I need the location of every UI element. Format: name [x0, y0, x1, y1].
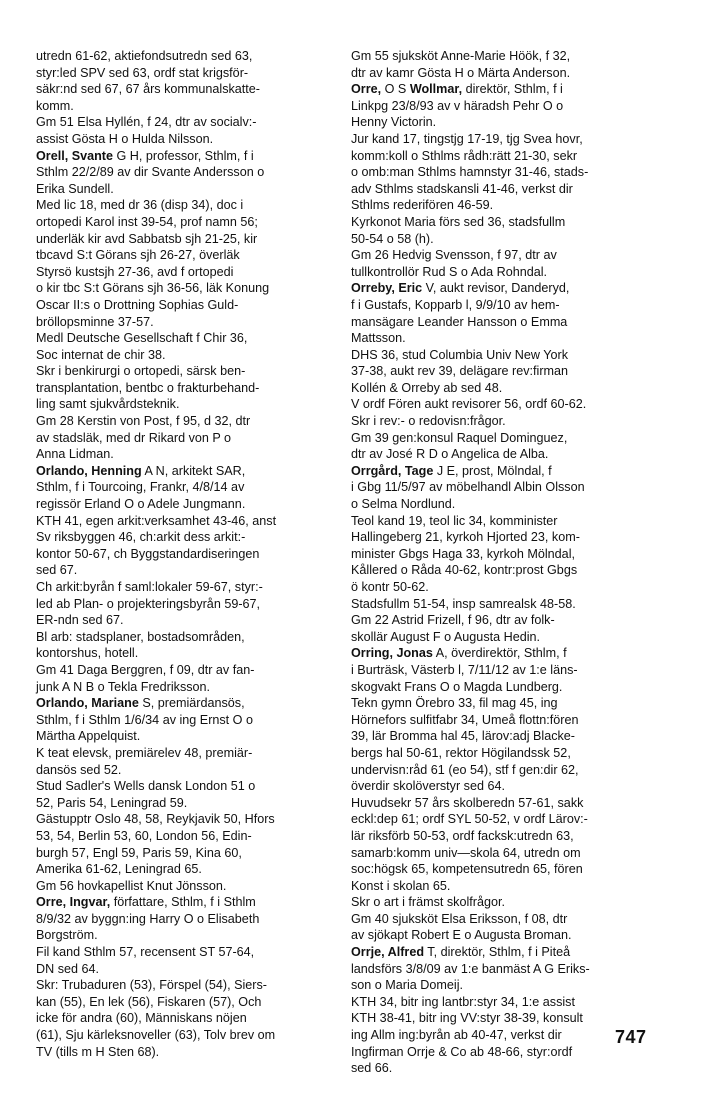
text-line: komm. — [36, 98, 74, 113]
text-line: Jur kand 17, tingstjg 17-19, tjg Svea hovr, — [351, 131, 583, 146]
text-line: Kyrkonot Maria förs sed 36, stadsfullm — [351, 214, 566, 229]
text-line: Orring, Jonas A, överdirektör, Sthlm, f — [351, 646, 567, 661]
text-line: i Burträsk, Västerb l, 7/11/12 av 1:e läns- — [351, 662, 578, 677]
text-line: Gm 39 gen:konsul Raquel Dominguez, — [351, 430, 568, 445]
text-line: Orre, O S Wollmar, direktör, Sthlm, f i — [351, 82, 563, 97]
text-line: regissör Erland O o Adele Jungmann. — [36, 497, 246, 512]
text-line: Henny Victorin. — [351, 115, 437, 130]
text-line: K teat elevsk, premiärelev 48, premiär- — [36, 745, 253, 760]
text-line: adv Sthlms stadskansli 41-46, verkst dir — [351, 181, 573, 196]
text-line: skogvakt Frans O o Magda Lundberg. — [351, 679, 563, 694]
text-line: Hallingeberg 21, kyrkoh Hjorted 23, kom- — [351, 530, 580, 545]
text-line: Orrje, Alfred T, direktör, Sthlm, f i Piteå — [351, 945, 571, 960]
text-line: TV (tills m H Sten 68). — [36, 1044, 160, 1059]
text-line: minister Gbgs Haga 33, kyrkoh Mölndal, — [351, 546, 575, 561]
text-line: o omb:man Sthlms hamnstyr 31-46, stads- — [351, 165, 589, 180]
text-line: ortopedi Karol inst 39-54, prof namn 56; — [36, 214, 258, 229]
text-line: Ch arkit:byrån f saml:lokaler 59-67, styr:- — [36, 580, 263, 594]
text-line: son o Maria Domeij. — [351, 978, 463, 993]
text-line: 8/9/32 av byggn:ing Harry O o Elisabeth — [36, 911, 260, 926]
text-line: Orre, Ingvar, författare, Sthlm, f i Sthlm — [36, 895, 256, 910]
text-line: f i Gustafs, Kopparb l, 9/9/10 av hem- — [351, 297, 560, 312]
text-line: Bl arb: stadsplaner, bostadsområden, — [36, 629, 245, 644]
right-column — [351, 48, 661, 1077]
text-line: assist Gösta H o Hulda Nilsson. — [36, 131, 214, 146]
text-line: Gm 22 Astrid Frizell, f 96, dtr av folk- — [351, 613, 555, 628]
text-line: eckl:dep 61; ordf SYL 50-52, v ordf Lärov:- — [351, 812, 588, 827]
text-line: bergs hal 50-61, rektor Högilandssk 52, — [351, 745, 571, 760]
text-line: ling samt sjukvårdsteknik. — [36, 397, 180, 412]
text-line: KTH 34, bitr ing lantbr:styr 34, 1:e assist — [351, 994, 575, 1009]
text-line: V ordf Fören aukt revisorer 56, ordf 60-62. — [351, 397, 587, 412]
text-line: Orrgård, Tage J E, prost, Mölndal, f — [351, 463, 552, 478]
text-line: Gm 51 Elsa Hyllén, f 24, dtr av socialv:- — [36, 115, 257, 130]
text-line: Skr i benkirurgi o ortopedi, särsk ben- — [36, 364, 246, 379]
text-line: Kollén & Orreby ab sed 48. — [351, 380, 503, 395]
text-line: transplantation, bentbc o frakturbehand- — [36, 380, 260, 395]
text-line: överdir skolöverstyr sed 64. — [351, 779, 505, 794]
text-line: icke för andra (60), Människans nöjen — [36, 1011, 247, 1026]
text-line: Sthlms rederifören 46-59. — [351, 198, 494, 213]
text-line: kontor 50-67, ch Byggstandardiseringen — [36, 546, 260, 561]
text-line: bröllopsminne 37-57. — [36, 314, 154, 329]
text-line: Gm 40 sjuksköt Elsa Eriksson, f 08, dtr — [351, 911, 568, 926]
text-line: Ingfirman Orrje & Co ab 48-66, styr:ordf — [351, 1044, 573, 1059]
text-line: Gm 26 Hedvig Svensson, f 97, dtr av — [351, 248, 557, 263]
text-line: Sthlm, f i Sthlm 1/6/34 av ing Ernst O o — [36, 712, 253, 727]
text-line: KTH 38-41, bitr ing VV:styr 38-39, konsult — [351, 1011, 583, 1026]
text-line: Orreby, Eric V, aukt revisor, Danderyd, — [351, 281, 570, 296]
text-line: sed 67. — [36, 563, 78, 578]
text-line: Stadsfullm 51-54, insp samrealsk 48-58. — [351, 596, 576, 611]
text-line: Styrsö kustsjh 27-36, avd f ortopedi — [36, 264, 234, 279]
text-line: Skr o art i främst skolfrågor. — [351, 895, 505, 910]
text-line: skollär August F o Augusta Hedin. — [351, 629, 541, 644]
text-line: tullkontrollör Rud S o Ada Rohndal. — [351, 264, 548, 279]
text-line: 37-38, aukt rev 39, delägare rev:firman — [351, 364, 569, 379]
text-line: kontorshus, hotell. — [36, 646, 139, 661]
text-line: ER-ndn sed 67. — [36, 613, 124, 628]
text-line: Gm 28 Kerstin von Post, f 95, d 32, dtr — [36, 414, 251, 429]
text-line: sed 66. — [351, 1061, 393, 1076]
text-line: utredn 61-62, aktiefondsutredn sed 63, — [36, 49, 253, 63]
text-line: (61), Sju kärleksnoveller (63), Tolv brev om — [36, 1028, 276, 1043]
text-line: undervisn:råd 61 (eo 54), stf f gen:dir 62, — [351, 762, 579, 777]
text-line: Huvudsekr 57 års skolberedn 57-61, sakk — [351, 795, 584, 810]
text-line: Fil kand Sthlm 57, recensent ST 57-64, — [36, 945, 255, 960]
text-line: ö kontr 50-62. — [351, 580, 429, 594]
text-line: Kållered o Råda 40-62, kontr:prost Gbgs — [351, 563, 578, 578]
text-line: dtr av José R D o Angelica de Alba. — [351, 447, 549, 462]
text-line: Linkpg 23/8/93 av v häradsh Pehr O o — [351, 98, 564, 113]
text-line: Orlando, Henning A N, arkitekt SAR, — [36, 463, 246, 478]
text-line: mansägare Leander Hansson o Emma — [351, 314, 568, 329]
text-line: säkr:nd sed 67, 67 års kommunalskatte- — [36, 82, 260, 97]
text-line: Gm 56 hovkapellist Knut Jönsson. — [36, 878, 227, 893]
text-line: Orlando, Mariane S, premiärdansös, — [36, 696, 245, 711]
text-line: dansös sed 52. — [36, 762, 122, 777]
page-number: 747 — [615, 1027, 647, 1047]
text-line: av sjökapt Robert E o Augusta Broman. — [351, 928, 572, 943]
text-line: samarb:komm univ—skola 64, utredn om — [351, 845, 581, 860]
text-line: Märtha Appelquist. — [36, 729, 141, 744]
text-line: Teol kand 19, teol lic 34, komminister — [351, 513, 558, 528]
text-line: Sthlm, f i Tourcoing, Frankr, 4/8/14 av — [36, 480, 245, 495]
text-line: underläk kir avd Sabbatsb sjh 21-25, kir — [36, 231, 258, 246]
text-line: Oscar II:s o Drottning Sophias Guld- — [36, 297, 239, 312]
text-line: 53, 54, Berlin 53, 60, London 56, Edin- — [36, 828, 252, 843]
text-line: landsförs 3/8/09 av 1:e banmäst A G Eriks- — [351, 961, 590, 976]
text-line: Gm 55 sjuksköt Anne-Marie Höök, f 32, — [351, 49, 571, 63]
text-line: Sthlm 22/2/89 av dir Svante Andersson o — [36, 165, 265, 180]
text-line: DHS 36, stud Columbia Univ New York — [351, 347, 568, 362]
text-line: ing Allm ing:byrån ab 40-47, verkst dir — [351, 1028, 562, 1043]
text-line: 52, Paris 54, Leningrad 59. — [36, 795, 188, 810]
text-line: Stud Sadler's Wells dansk London 51 o — [36, 779, 256, 794]
text-line: o Selma Nordlund. — [351, 497, 456, 512]
text-line: DN sed 64. — [36, 961, 99, 976]
text-line: Erika Sundell. — [36, 181, 114, 196]
text-line: junk A N B o Tekla Fredriksson. — [36, 679, 211, 694]
text-line: Borgström. — [36, 928, 98, 943]
text-line: styr:led SPV sed 63, ordf stat krigsför- — [36, 65, 249, 80]
text-line: Mattsson. — [351, 331, 406, 346]
text-line: dtr av kamr Gösta H o Märta Anderson. — [351, 65, 571, 80]
text-line: Medl Deutsche Gesellschaft f Chir 36, — [36, 331, 248, 346]
text-line: lär riksförb 50-53, ordf facksk:utredn 63, — [351, 828, 574, 843]
text-line: o kir tbc S:t Görans sjh 36-56, läk Konung — [36, 281, 270, 296]
text-line: Orell, Svante G H, professor, Sthlm, f i — [36, 148, 254, 163]
text-line: i Gbg 11/5/97 av möbelhandl Albin Olsson — [351, 480, 585, 495]
text-line: burgh 57, Engl 59, Paris 59, Kina 60, — [36, 845, 242, 860]
text-line: kan (55), En lek (56), Fiskaren (57), Och — [36, 994, 262, 1009]
text-line: Hörnefors sulfitfabr 34, Umeå flottn:fören — [351, 712, 579, 727]
text-line: led ab Plan- o projekteringsbyrån 59-67, — [36, 596, 261, 611]
text-line: KTH 41, egen arkit:verksamhet 43-46, anst — [36, 513, 277, 528]
text-line: Skr i rev:- o redovisn:frågor. — [351, 414, 506, 429]
text-line: Gm 41 Daga Berggren, f 09, dtr av fan- — [36, 662, 255, 677]
text-line: tbcavd S:t Görans sjh 26-27, överläk — [36, 248, 240, 263]
text-line: Anna Lidman. — [36, 447, 114, 462]
text-line: komm:koll o Sthlms rådh:rätt 21-30, sekr — [351, 148, 578, 163]
text-line: 50-54 o 58 (h). — [351, 231, 434, 246]
text-line: Sv riksbyggen 46, ch:arkit dess arkit:- — [36, 530, 246, 545]
text-line: Amerika 61-62, Leningrad 65. — [36, 862, 202, 877]
text-line: 39, lär Bromma hal 45, lärov:adj Blacke- — [351, 729, 575, 744]
text-line: Konst i skolan 65. — [351, 878, 451, 893]
left-column — [36, 48, 346, 1060]
text-line: Med lic 18, med dr 36 (disp 34), doc i — [36, 198, 244, 213]
text-line: Gästupptr Oslo 48, 58, Reykjavik 50, Hfors — [36, 812, 275, 827]
text-line: soc:högsk 65, kompetensutredn 65, fören — [351, 862, 583, 877]
text-line: Soc internat de chir 38. — [36, 347, 166, 362]
text-line: Tekn gymn Örebro 33, fil mag 45, ing — [351, 696, 558, 711]
text-line: Skr: Trubaduren (53), Förspel (54), Siers- — [36, 978, 267, 993]
text-line: av stadsläk, med dr Rikard von P o — [36, 430, 232, 445]
